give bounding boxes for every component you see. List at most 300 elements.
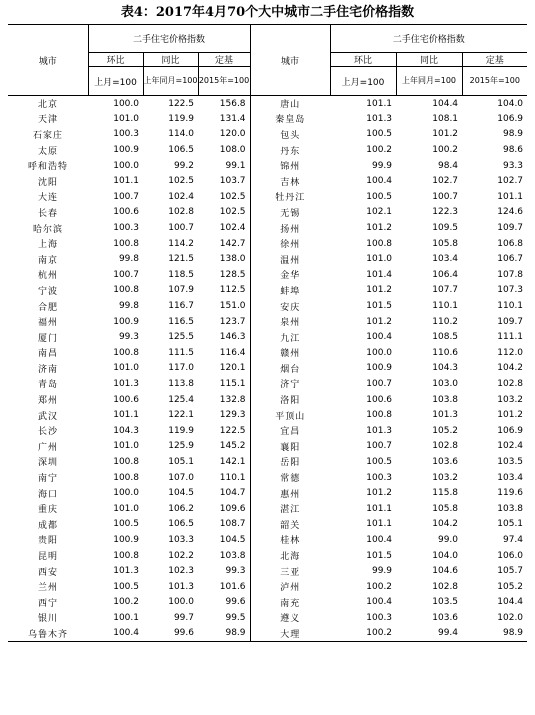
left-fixed-base-cell: 146.3 (198, 329, 250, 345)
table-row (8, 626, 527, 642)
left-mom-cell: 100.1 (113, 612, 139, 623)
left-mom-cell: 101.0 (113, 503, 139, 514)
left-mom-cell: 100.4 (88, 626, 143, 642)
table-row (8, 610, 527, 626)
table-row (8, 314, 527, 330)
right-city-cell: 泉州 (250, 314, 330, 330)
right-mom-cell: 100.3 (366, 612, 393, 623)
left-fixed-base-cell: 102.5 (198, 205, 250, 221)
left-mom-cell: 100.8 (113, 238, 139, 249)
right-city-cell: 锦州 (250, 158, 330, 174)
left-city-cell: 南宁 (37, 474, 58, 485)
right-city-cell: 包头 (250, 127, 330, 143)
left-mom-cell: 100.6 (113, 207, 139, 218)
table-row (8, 563, 527, 579)
left-mom-cell: 100.7 (113, 269, 139, 280)
right-fixed-base-cell: 106.8 (497, 238, 524, 249)
right-city-cell: 无锡 (250, 205, 330, 221)
table-row (8, 189, 527, 205)
right-fixed-base-cell: 105.2 (497, 581, 524, 592)
right-city-cell: 平顶山 (250, 407, 330, 423)
right-yoy-cell: 122.3 (432, 207, 459, 218)
left-city-cell: 太原 (37, 146, 58, 157)
left-mom-cell: 100.9 (113, 534, 139, 545)
left-yoy-cell: 121.5 (168, 254, 194, 265)
right-fixed-base-cell: 107.3 (497, 285, 524, 296)
table-row (8, 220, 527, 236)
right-mom-cell: 101.2 (366, 488, 393, 499)
base-mom-left: 上月=100 (88, 67, 143, 96)
left-city-cell: 福州 (37, 318, 58, 329)
left-city-cell: 郑州 (37, 396, 58, 407)
right-fixed-base-cell: 112.0 (497, 347, 524, 358)
right-mom-cell: 101.0 (366, 254, 393, 265)
table-row (8, 96, 527, 112)
table-row (8, 407, 527, 423)
left-city-cell: 兰州 (37, 583, 58, 594)
right-yoy-cell: 103.2 (432, 472, 459, 483)
left-mom-cell: 99.8 (118, 254, 139, 265)
right-yoy-cell: 104.4 (432, 98, 459, 109)
right-fixed-base-cell: 111.1 (497, 332, 524, 343)
left-city-cell: 长春 (37, 208, 58, 219)
right-fixed-base-cell: 109.7 (497, 316, 524, 327)
left-city-cell: 西安 (37, 567, 58, 578)
right-fixed-base-cell: 103.8 (497, 503, 524, 514)
right-yoy-cell: 104.0 (432, 550, 459, 561)
left-mom-cell: 100.8 (113, 347, 139, 358)
left-fixed-base-cell: 131.4 (198, 111, 250, 127)
price-index-table (8, 24, 527, 642)
left-yoy-cell: 122.1 (168, 410, 194, 421)
right-yoy-cell: 108.5 (432, 332, 459, 343)
right-mom-cell: 101.2 (366, 223, 393, 234)
right-city-cell: 烟台 (250, 361, 330, 377)
right-city-cell: 洛阳 (250, 392, 330, 408)
col-base-left: 定基 (198, 53, 250, 67)
right-mom-cell: 101.1 (366, 503, 393, 514)
left-yoy-cell: 125.9 (168, 441, 194, 452)
left-city-cell: 合肥 (37, 302, 58, 313)
left-fixed-base-cell: 132.8 (198, 392, 250, 408)
right-yoy-cell: 107.7 (432, 285, 459, 296)
right-fixed-base-cell: 106.7 (497, 254, 524, 265)
right-yoy-cell: 103.0 (432, 378, 459, 389)
right-mom-cell: 101.3 (366, 113, 393, 124)
right-city-cell: 遵义 (250, 610, 330, 626)
left-fixed-base-cell: 156.8 (198, 96, 250, 112)
left-yoy-cell: 100.0 (168, 597, 194, 608)
left-mom-cell: 101.0 (113, 441, 139, 452)
left-yoy-cell: 107.9 (168, 285, 194, 296)
left-yoy-cell: 113.8 (168, 378, 194, 389)
left-yoy-cell: 102.4 (168, 191, 194, 202)
right-city-cell: 北海 (250, 548, 330, 564)
right-mom-cell: 100.2 (366, 145, 393, 156)
table-row (8, 173, 527, 189)
table-row (8, 361, 527, 377)
table-row (8, 485, 527, 501)
left-yoy-cell: 116.7 (168, 301, 194, 312)
table-row (8, 329, 527, 345)
right-city-cell: 蚌埠 (250, 283, 330, 299)
right-city-cell: 秦皇岛 (250, 111, 330, 127)
right-mom-cell: 100.9 (366, 363, 393, 374)
table-row (8, 283, 527, 299)
left-fixed-base-cell: 99.6 (198, 595, 250, 611)
left-fixed-base-cell: 101.6 (198, 579, 250, 595)
left-fixed-base-cell: 115.1 (198, 376, 250, 392)
right-fixed-base-cell: 103.5 (497, 456, 524, 467)
left-fixed-base-cell: 142.7 (198, 236, 250, 252)
right-mom-cell: 100.8 (366, 238, 393, 249)
table-row (8, 470, 527, 486)
right-mom-cell: 100.5 (366, 456, 393, 467)
left-yoy-cell: 106.2 (168, 503, 194, 514)
left-city-cell: 昆明 (37, 552, 58, 563)
right-yoy-cell: 108.1 (432, 113, 459, 124)
right-yoy-cell: 101.2 (432, 129, 459, 140)
right-yoy-cell: 102.7 (432, 176, 459, 187)
right-fixed-base-cell: 98.9 (502, 129, 524, 140)
left-city-cell: 宁波 (37, 286, 58, 297)
right-yoy-cell: 110.6 (432, 347, 459, 358)
col-mom-right: 环比 (330, 53, 396, 67)
left-fixed-base-cell: 142.1 (198, 454, 250, 470)
right-mom-cell: 100.5 (366, 129, 393, 140)
left-fixed-base-cell: 108.7 (198, 517, 250, 533)
left-yoy-cell: 125.5 (168, 332, 194, 343)
right-fixed-base-cell: 101.1 (497, 191, 524, 202)
table-row (8, 158, 527, 174)
table-row (8, 376, 527, 392)
table-row (8, 251, 527, 267)
left-yoy-cell: 102.5 (168, 176, 194, 187)
left-mom-cell: 100.2 (113, 597, 139, 608)
right-yoy-cell: 110.2 (432, 316, 459, 327)
right-mom-cell: 100.3 (366, 472, 393, 483)
left-yoy-cell: 99.7 (173, 612, 194, 623)
right-mom-cell: 101.1 (366, 98, 393, 109)
left-fixed-base-cell: 99.5 (198, 610, 250, 626)
table-row (8, 501, 527, 517)
right-fixed-base-cell: 97.4 (502, 534, 524, 545)
right-fixed-base-cell: 93.3 (502, 160, 524, 171)
left-fixed-base-cell: 109.6 (198, 501, 250, 517)
left-fixed-base-cell: 129.3 (198, 407, 250, 423)
left-fixed-base-cell: 103.8 (198, 548, 250, 564)
right-fixed-base-cell: 103.4 (497, 472, 524, 483)
table-row (8, 345, 527, 361)
left-city-cell: 沈阳 (37, 177, 58, 188)
right-mom-cell: 102.1 (366, 207, 393, 218)
table-row (8, 127, 527, 143)
right-city-cell: 韶关 (250, 517, 330, 533)
left-yoy-cell: 100.7 (168, 223, 194, 234)
left-city-cell: 海口 (37, 489, 58, 500)
left-mom-cell: 99.8 (118, 301, 139, 312)
left-fixed-base-cell: 116.4 (198, 345, 250, 361)
right-city-cell: 湛江 (250, 501, 330, 517)
left-fixed-base-cell: 112.5 (198, 283, 250, 299)
right-fixed-base-cell: 102.4 (497, 441, 524, 452)
right-city-cell: 唐山 (250, 96, 330, 112)
left-mom-cell: 101.3 (113, 566, 139, 577)
left-city-cell: 哈尔滨 (32, 224, 63, 235)
base-yoy-left: 上年同月=100 (143, 67, 198, 96)
left-yoy-cell: 105.1 (168, 456, 194, 467)
left-mom-cell: 100.0 (113, 160, 139, 171)
left-city-cell: 重庆 (37, 505, 58, 516)
right-fixed-base-cell: 102.8 (497, 378, 524, 389)
left-fixed-base-cell: 122.5 (198, 423, 250, 439)
left-yoy-cell: 106.5 (168, 145, 194, 156)
left-yoy-cell: 106.5 (168, 519, 194, 530)
right-yoy-cell: 103.4 (432, 254, 459, 265)
left-fixed-base-cell: 103.7 (198, 173, 250, 189)
right-fixed-base-cell: 98.9 (462, 626, 527, 642)
right-yoy-cell: 102.8 (432, 441, 459, 452)
right-fixed-base-cell: 107.8 (497, 269, 524, 280)
right-fixed-base-cell: 119.6 (497, 488, 524, 499)
table-row (8, 439, 527, 455)
left-yoy-cell: 102.3 (168, 566, 194, 577)
table-row (8, 142, 527, 158)
left-fixed-base-cell: 104.5 (198, 532, 250, 548)
right-yoy-cell: 103.6 (432, 612, 459, 623)
left-mom-cell: 99.3 (118, 332, 139, 343)
left-yoy-cell: 116.5 (168, 316, 194, 327)
right-mom-cell: 100.4 (366, 597, 393, 608)
left-fixed-base-cell: 138.0 (198, 251, 250, 267)
right-fixed-base-cell: 104.0 (497, 98, 524, 109)
left-city-cell: 贵阳 (37, 536, 58, 547)
left-yoy-cell: 114.2 (168, 238, 194, 249)
table-row (8, 392, 527, 408)
table-row (8, 595, 527, 611)
left-mom-cell: 100.7 (113, 191, 139, 202)
table-row (8, 517, 527, 533)
right-fixed-base-cell: 98.6 (502, 145, 524, 156)
table-row (8, 454, 527, 470)
left-city-cell: 成都 (37, 520, 58, 531)
left-city-cell: 西宁 (37, 598, 58, 609)
left-yoy-cell: 99.6 (143, 626, 198, 642)
right-yoy-cell: 110.1 (432, 301, 459, 312)
left-yoy-cell: 119.9 (168, 425, 194, 436)
right-city-cell: 惠州 (250, 485, 330, 501)
left-fixed-base-cell: 102.4 (198, 220, 250, 236)
left-yoy-cell: 102.8 (168, 207, 194, 218)
right-city-cell: 牡丹江 (250, 189, 330, 205)
right-yoy-cell: 100.2 (432, 145, 459, 156)
left-mom-cell: 100.9 (113, 316, 139, 327)
left-mom-cell: 100.9 (113, 145, 139, 156)
right-city-cell: 吉林 (250, 173, 330, 189)
right-fixed-base-cell: 101.2 (497, 410, 524, 421)
left-yoy-cell: 122.5 (168, 98, 194, 109)
left-city-cell: 广州 (37, 442, 58, 453)
right-mom-cell: 100.4 (366, 534, 393, 545)
left-fixed-base-cell: 120.1 (198, 361, 250, 377)
left-city-cell: 青岛 (37, 380, 58, 391)
right-mom-cell: 100.4 (366, 332, 393, 343)
right-yoy-cell: 104.2 (432, 519, 459, 530)
table-row (8, 548, 527, 564)
right-yoy-cell: 103.6 (432, 456, 459, 467)
left-city-cell: 武汉 (37, 411, 58, 422)
right-fixed-base-cell: 124.6 (497, 207, 524, 218)
right-city-cell: 安庆 (250, 298, 330, 314)
right-yoy-cell: 99.0 (437, 534, 459, 545)
right-fixed-base-cell: 109.7 (497, 223, 524, 234)
left-mom-cell: 100.0 (113, 98, 139, 109)
left-mom-cell: 100.8 (113, 456, 139, 467)
right-mom-cell: 99.9 (371, 566, 393, 577)
col-base-right: 定基 (462, 53, 527, 67)
left-fixed-base-cell: 110.1 (198, 470, 250, 486)
right-fixed-base-cell: 102.0 (497, 612, 524, 623)
right-city-cell: 扬州 (250, 220, 330, 236)
left-city-cell: 深圳 (37, 458, 58, 469)
right-fixed-base-cell: 106.0 (497, 550, 524, 561)
col-yoy-left: 同比 (143, 53, 198, 67)
col-yoy-right: 同比 (396, 53, 462, 67)
left-mom-cell: 100.3 (113, 223, 139, 234)
right-city-cell: 徐州 (250, 236, 330, 252)
table-row (8, 236, 527, 252)
right-mom-cell: 101.1 (366, 519, 393, 530)
right-yoy-cell: 98.4 (437, 160, 459, 171)
left-mom-cell: 101.0 (113, 363, 139, 374)
right-city-cell: 常德 (250, 470, 330, 486)
right-yoy-cell: 105.8 (432, 238, 459, 249)
table-row (8, 579, 527, 595)
left-yoy-cell: 119.9 (168, 113, 194, 124)
right-yoy-cell: 103.8 (432, 394, 459, 405)
right-fixed-base-cell: 104.4 (497, 597, 524, 608)
left-fixed-base-cell: 120.0 (198, 127, 250, 143)
base-mom-right: 上月=100 (330, 67, 396, 96)
table-row (8, 532, 527, 548)
right-mom-cell: 100.7 (366, 378, 393, 389)
right-city-cell: 襄阳 (250, 439, 330, 455)
left-city-cell: 呼和浩特 (27, 162, 68, 173)
right-mom-cell: 101.4 (366, 269, 393, 280)
left-yoy-cell: 101.3 (168, 581, 194, 592)
left-mom-cell: 100.5 (113, 581, 139, 592)
right-mom-cell: 100.8 (366, 410, 393, 421)
left-yoy-cell: 125.4 (168, 394, 194, 405)
right-yoy-cell: 101.3 (432, 410, 459, 421)
right-city-cell: 丹东 (250, 142, 330, 158)
left-mom-cell: 100.5 (113, 519, 139, 530)
left-fixed-base-cell: 99.1 (198, 158, 250, 174)
left-fixed-base-cell: 102.5 (198, 189, 250, 205)
left-mom-cell: 100.8 (113, 285, 139, 296)
right-fixed-base-cell: 106.9 (497, 425, 524, 436)
right-fixed-base-cell: 102.7 (497, 176, 524, 187)
right-fixed-base-cell: 110.1 (497, 301, 524, 312)
base-yoy-right: 上年同月=100 (396, 67, 462, 96)
left-yoy-cell: 114.0 (168, 129, 194, 140)
page (0, 2, 535, 715)
left-mom-cell: 100.0 (113, 488, 139, 499)
left-yoy-cell: 102.2 (168, 550, 194, 561)
right-city-cell: 大理 (250, 626, 330, 642)
left-fixed-base-cell: 123.7 (198, 314, 250, 330)
right-city-cell: 岳阳 (250, 454, 330, 470)
right-city-cell: 宜昌 (250, 423, 330, 439)
right-yoy-cell: 109.5 (432, 223, 459, 234)
table-row (8, 423, 527, 439)
right-mom-cell: 101.5 (366, 301, 393, 312)
left-city-cell: 杭州 (37, 271, 58, 282)
right-yoy-cell: 102.8 (432, 581, 459, 592)
right-mom-cell: 100.2 (366, 581, 393, 592)
right-city-cell: 温州 (250, 251, 330, 267)
right-fixed-base-cell: 104.2 (497, 363, 524, 374)
left-fixed-base-cell: 145.2 (198, 439, 250, 455)
left-city-cell: 北京 (37, 100, 58, 111)
left-city-cell: 南京 (37, 255, 58, 266)
right-yoy-cell: 104.6 (432, 566, 459, 577)
right-yoy-cell: 106.4 (432, 269, 459, 280)
left-mom-cell: 100.3 (113, 129, 139, 140)
right-city-cell: 泸州 (250, 579, 330, 595)
left-mom-cell: 100.8 (113, 550, 139, 561)
right-city-cell: 金华 (250, 267, 330, 283)
left-fixed-base-cell: 104.7 (198, 485, 250, 501)
right-city-cell: 九江 (250, 329, 330, 345)
right-yoy-cell: 105.2 (432, 425, 459, 436)
right-mom-cell: 101.3 (366, 425, 393, 436)
right-city-cell: 三亚 (250, 563, 330, 579)
left-city-cell: 厦门 (37, 333, 58, 344)
right-city-cell: 赣州 (250, 345, 330, 361)
left-city-cell: 石家庄 (32, 130, 63, 141)
right-fixed-base-cell: 105.7 (497, 566, 524, 577)
right-yoy-cell: 104.3 (432, 363, 459, 374)
left-fixed-base-cell: 151.0 (198, 298, 250, 314)
base-fixed-right: 2015年=100 (462, 67, 527, 96)
left-city-cell: 银川 (37, 614, 58, 625)
city-header-left: 城市 (8, 25, 88, 96)
right-mom-cell: 101.5 (366, 550, 393, 561)
right-city-cell: 济宁 (250, 376, 330, 392)
right-mom-cell: 101.2 (366, 285, 393, 296)
left-mom-cell: 100.6 (113, 394, 139, 405)
right-fixed-base-cell: 106.9 (497, 113, 524, 124)
right-yoy-cell: 105.8 (432, 503, 459, 514)
left-yoy-cell: 104.5 (168, 488, 194, 499)
right-mom-cell: 100.7 (366, 441, 393, 452)
table-row (8, 205, 527, 221)
right-yoy-cell: 99.4 (396, 626, 462, 642)
right-yoy-cell: 115.8 (432, 488, 459, 499)
left-fixed-base-cell: 128.5 (198, 267, 250, 283)
right-mom-cell: 100.0 (366, 347, 393, 358)
left-mom-cell: 101.1 (113, 176, 139, 187)
left-city-cell: 乌鲁木齐 (8, 626, 88, 642)
left-mom-cell: 101.0 (113, 113, 139, 124)
left-mom-cell: 100.8 (113, 472, 139, 483)
left-fixed-base-cell: 98.9 (198, 626, 250, 642)
city-header-right: 城市 (250, 25, 330, 96)
left-fixed-base-cell: 99.3 (198, 563, 250, 579)
right-city-cell: 桂林 (250, 532, 330, 548)
left-yoy-cell: 103.3 (168, 534, 194, 545)
